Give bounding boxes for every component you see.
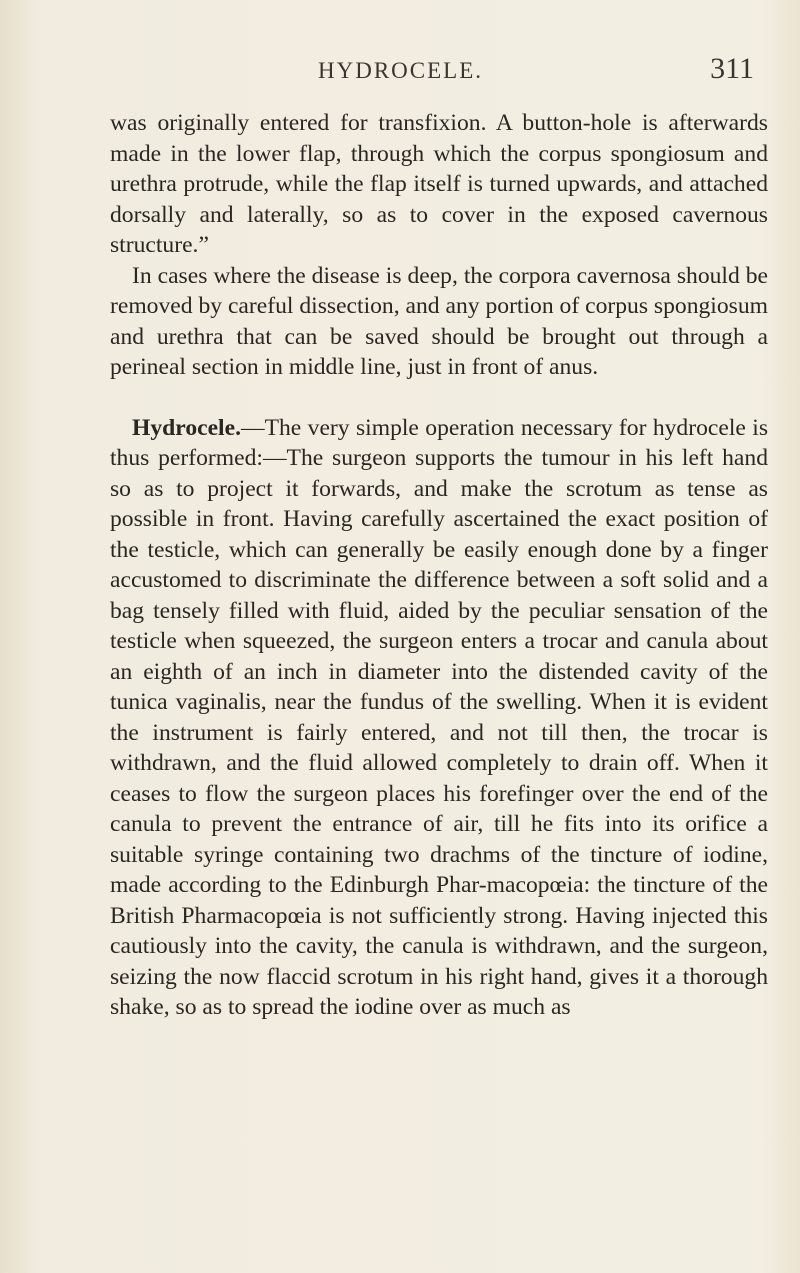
page-number: 311 [710, 52, 754, 85]
paragraph-continued: was originally entered for transfixion. A button-hole is afterwards made in the lower flap, through which the corpus spongiosum and urethra protrude, while the flap itself is turned upwards, and attached dorsally and laterally, so as to cover in the exposed cavernous structure.” [110, 110, 768, 258]
section-heading-hydrocele: Hydrocele. [132, 414, 241, 441]
body-text [110, 108, 768, 1023]
paragraph-hydrocele [110, 413, 768, 1023]
running-head: HYDROCELE. [318, 58, 484, 83]
paragraph-deep-disease: In cases where the disease is deep, the corpora cavernosa should be removed by careful dissection, and any portion of corpus spongiosum and urethra that can be saved should be brought out through a perineal section in middle line, just in front of anus. [110, 262, 768, 380]
page-header [110, 52, 770, 92]
hydrocele-text: —The very simple operation necessary for hydrocele is thus performed:—The surgeon supports the tumour in his left hand so as to project it forwards, and make the scrotum as tense as possible in front. Having carefully ascertained the exact position of the testicle, which can generally be easily enough done by a finger accustomed to discriminate the difference between a soft solid and a bag tensely filled with fluid, aided by the peculiar sensation of the testicle when squeezed, the surgeon enters a trocar and canula about an eighth of an inch in diameter into the distended cavity of the tunica vaginalis, near the fundus of the swelling. When it is evident the instrument is fairly entered, and not till then, the trocar is withdrawn, and the fluid allowed completely to drain off. When it ceases to flow the surgeon places his forefinger over the end of the canula to prevent the entrance of air, till he fits into its orifice a suitable syringe containing two drachms of the tincture of iodine, made according to the Edinburgh Phar-macopœia: the tincture of the British Pharmacopœia is not sufficiently strong. Having injected this cautiously into the cavity, the canula is withdrawn, and the surgeon, seizing the now flaccid scrotum in his right hand, gives it a thorough shake, so as to spread the iodine over as much as [110, 414, 768, 1020]
